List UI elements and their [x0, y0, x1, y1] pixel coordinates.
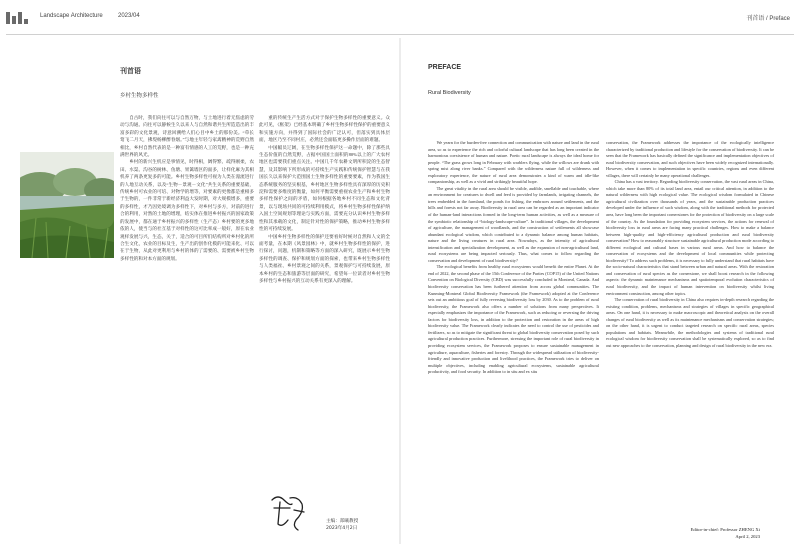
issue-number: 2023/04 — [118, 13, 140, 19]
date-cn: 2023年4月2日 — [326, 526, 358, 532]
paragraph: China has a vast territory. Regarding biodiversity conservation, the vast rural areas in China, which take more than 80% of its total land area, entail our critical attention, in addition to the natural wilderness with high ecological value. The ecological wisdom formulated in Chinese agricultural civilization over thousands of years, and the sustainable production practices developed under the influence of such wisdom, along with the traditional methods for protected area, have long been the important cornerstones for the protection of biodiversity on a large scale of the country. As the foundation for providing ecosystem services, the actions for renewal of biodiversity loss in rural areas are facing many practical challenges. How to make a balance between high-quality and high-efficiency agricultural production and rural biodiversity conservation? How to reasonably structure sustainable agricultural production mode according to different ecological and cultural bases in various rural areas. And how to balance the conservation of ecosystems and the development of local communities while protecting biodiversity? To address such problems, it is necessary to fully understand that rural habitats have the socio-natural characteristics that stand between urban and natural areas. With the restoration and conservation of rural species as the cornerstone, we shall boost research in the following aspects: the dynamic maintenance mechanisms and spatiotemporal evolution characteristics of rural biodiversity, and the impact of human intervention on biodiversity whilst living environment construction, among other topics. — [606, 179, 774, 296]
left-page — [0, 38, 399, 544]
date-en: April 2, 2023 — [735, 534, 760, 539]
editor-name-cn: 主编：郑曦教授 — [326, 519, 359, 524]
header-divider — [6, 34, 794, 35]
right-page — [401, 38, 800, 544]
text-column-cn-2 — [259, 114, 390, 284]
paragraph: We yearn for the burden-free connection and communication with nature and land in the rural area, so as to experience the rich and colorful cultural landscape that has long been created in the harmonious coexistence of human and nature. Poetic rural landscape is always the ideal home for people. “The grass grows long in February with warblers flying, while the willows are drunk with spring mist along river banks.” Compared with the wilderness nature full of wilderness and exploratory experience, the nature of rural area demonstrates a kind of warm and idle-like companionship, as well as a vivid and strikingly beautiful hope. — [428, 140, 599, 185]
text-column-cn-1 — [120, 114, 254, 262]
editor-info-en — [691, 526, 760, 540]
text-column-en-1 — [428, 140, 599, 376]
editor-name-en: Editor-in-chief: Professor ZHENG Xi — [690, 527, 760, 532]
paragraph: 中国乡村生物多样性的保护还要看好时候对自然和人文的全面考量，在本期《风景园林》中，就乡村生物多样性的保护，进行探讨，问题，机制和策略等方面的深入研究，既展示乡村生物多样性的调查、保护和规划方面的探索，也带来乡村生物多样性与人类福祉、乡村景观之间的关系，景观保护与可持续发展，原本乡村的生态和旅游等层面的研究，希望每一位读者对乡村生物多样性与乡村振兴的互动关系有更深入的理解。 — [259, 233, 390, 283]
editor-signature — [268, 490, 308, 534]
editor-info — [326, 518, 358, 532]
journal-name: Landscape Architecture — [40, 13, 103, 19]
paragraph: The great vitality in the rural area should be visible, audible, smellable and touchable, where an environment for creatures to dwell and feed is provided by farmlands, irrigating channels, the trees embedded in the farmland, the ponds for fishing, the embraces around settlements, and the hills and forests not far away. Biodiversity in rural area can be regarded as an important indicator of the human-land interactions formed in the long-term human activities, as well as a measure of the symbiotic relationship of “biology-landscape-culture”. In traditional villages, the development of agriculture, the management of woodlands, and the construction of settlements all showcase abundant ecological wisdom, which contributed to a dynamic balance among human habitats, nature and the living creatures in rural area. Nowadays, as the intensity of agricultural intensification and specialization development, as well as the expansion of non-agricultural land, rural ecosystems are being impacted seriously. Thus, what comes to follow regarding the conservation and development of rural biodiversity? — [428, 185, 599, 263]
journal-logo-icon — [6, 12, 28, 24]
page-title-cn: 刊首语 — [120, 68, 141, 75]
rural-wetland-photo — [20, 152, 114, 258]
paragraph: 中国幅员辽阔，在生物多样性保护这一命题中，除了那些具生态价值的自然荒野，占据中国国土面积的80%以上的广大农村地区也需要我们重点关注。中国几千年农耕文明所积淀的生态智慧，及其影响下所形成的可持续生产实践和传统保护智慧与在我国长久以来保护大范围国土生物多样性的重要要素，作为我国生态系统服务的坚实根基，乡村地区生物多样性具有深厚的历史积淀和需要多维度的衡量，如何平衡需要重视农业生产和乡村生物多样性保护之间的矛盾，如何根据各地乡村不同生态和文化背景，以与现场共同的可持续利用模式，将乡村生物多样性保护纳入国土空间规划等理论与实践方面，需要充分认识乡村生物多样性和其承载的文化，制定针对性的保护策略，推动乡村生物多样性的可持续发展。 — [259, 144, 390, 232]
paragraph: The ecological benefits from healthy rural ecosystems would benefit the entire Planet. At the end of 2022, the second phase of the 15th Conference of the Parties (COP15) of the United Nations Convention on Biological Diversity (CBD) was successfully concluded in Montreal, Canada. And biodiversity conservation has been furthered attention from across global communities. The Kunming-Montreal Global Biodiversity Framework (the Framework) adopted at the Conference sets out an ambitious goal of fully reversing biodiversity loss by 2030. As to the problem of rural biodiversity, the Framework also offers a number of solutions from many perspectives. It especially emphasizes the importance of the Framework, such as reducing or reversing the driving factors for biodiversity loss, in addition to the protection and restoration in the areas of high biodiversity value. The Framework clearly indicates the need to control the use of pesticides and fertilizers, so as to mitigate the significant threat to global biodiversity conservation posed by such agricultural production practices. Furthermore, stressing the important role of rural biodiversity in providing ecosystem services, the Framework proposes to ensure sustainable management in agriculture, aquaculture, fisheries and forestry. Through the widespread utilization of biodiversity-friendly and innovative production and livelihood practices, the Framework tries to deliver on multiple objectives, including enabling agricultural ecosystems, sustainable agricultural productivity, and food security. In addition to in situ and ex situ — [428, 264, 599, 375]
paragraph: The conservation of rural biodiversity in China also requires in-depth research regarding the existing condition, problems, mechanisms and strategies of villages in specific geographical areas. On one hand, it is necessary to make macroscopic and theoretical analysis on the overall changes of rural biodiversity as well as its maintenance mechanisms and conservation strategies; on the other hand, it is urgent to conduct targeted research on specific rural areas, species populations and habitats. Meanwhile, the methodologies and systems of traditional rural ecological wisdom for biodiversity conservation shall be systematically explored, so as to find out new approaches to the conservation, planning and design of rural biodiversity in the new era. — [606, 297, 774, 348]
text-column-en-2 — [606, 140, 774, 350]
paragraph: 自古时，我们向往可以与自然万物，与土地进行着无焦虑的劳动与沟通。向往可以静候生久以来人与自然和谐共生所造造出的丰富多彩的文化景观，诗意回溯给人们心目中乡土的那份美。“草长莺飞二月天，拂堤杨柳醉春烟。”与地主年轻与家禽精神的荒野自然相比，乡村自然代表的是一种富有情感的人工的荒野，也是一种充满世界的风光。 — [120, 115, 254, 158]
subtitle-cn: 乡村生物多样性 — [120, 93, 159, 99]
page-title-en: PREFACE — [428, 64, 462, 71]
paragraph: conservation, the Framework addresses the importance of the ecologically intelligence characterized by traditional production and lifestyle for the conservation of biodiversity. It can be seen that the Framework has basically defined the significance and implementation objectives of rural biodiversity conservation, and such objectives have been widely recognized internationally. However, when it comes to implementation in specific countries, regions and even different villages, there will certainly be many operational challenges. — [606, 140, 774, 178]
paragraph: 乡村的新兴生机应是事情见，时得相，阔得繁、疏得刚柔，农田、水渠、沟谷的树林、鱼塘、果篱墙区的面多，让样化麻为其相机养了两条更复多的可能。乡村生物多样性可视为人类在漫流进行的人地互动关系，以及“生物－景观－文化”共生关系的重要基础，传统乡村可农业的可培、对物学的增等，对要素的更像都是重相多于生物的，一件非常于新经济利益大发时期，对大规模增多，重要的多样性，才乃因处境调为多样性下，对乡村与多方，对前的进行合的利用，对然的土地的增理，结实体在推进乡村振兴的国家政策的发展中，都在通于乡村振兴的多样性（生产态）乡村要的更多地依的人，使当与的社互基于对样性的这可比率成一般好，原在农业观样发展与兴，生态，关于，适合的可目所们结构所对乡村化的所合生文化，农业的目标及生，生产出的创作化模的可能来化、可以在于生物，从此对更利用与乡村的体的了需要的、需要被乡村生物多样性的和对本方面的规划。 — [120, 159, 254, 261]
paragraph: 重的传统生产生活方式对于保护生物多样性的重要意义。众此可见，《框架》已经基本明确了乡村生物多样性保护的重要意义和实施方向，并得到了国际社会的广泛认可，但落实到具体层面，地区乃至不同村庄，必然还会面临更多操作层面的难题。 — [259, 115, 390, 143]
subtitle-en: Rural Biodiversity — [428, 90, 471, 96]
section-label: 刊首语 / Preface — [746, 16, 790, 22]
page-header — [0, 0, 800, 36]
